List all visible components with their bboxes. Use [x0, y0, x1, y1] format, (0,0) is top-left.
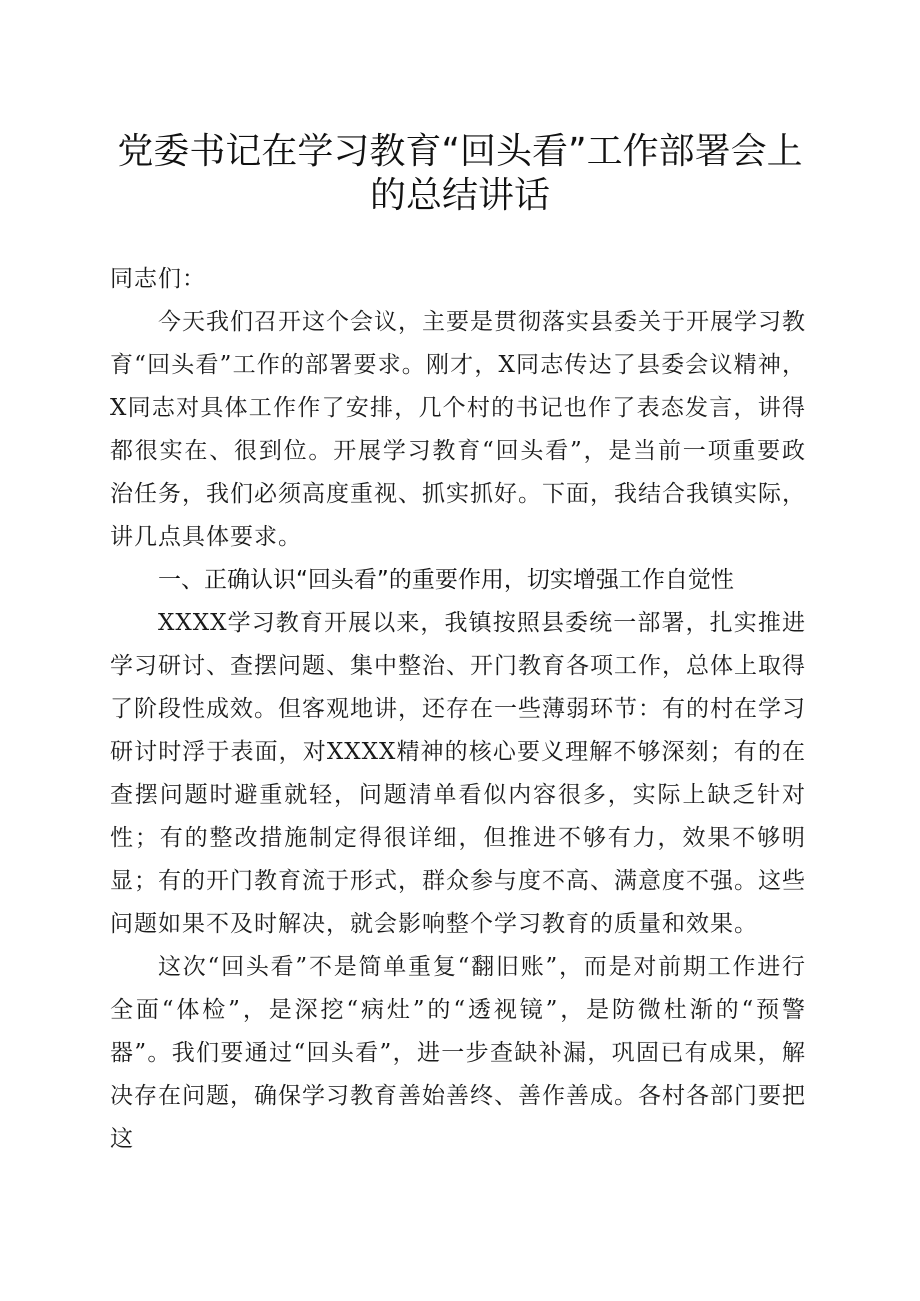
section-1-paragraph-2: 这次“回头看”不是简单重复“翻旧账”，而是对前期工作进行全面“体检”，是深挖“病灶”的“透视镜”，是防微杜渐的“预警器”。我们要通过“回头看”，进一步查缺补漏，巩固已有成果，解决存在问题，确保学习教育善始善终、善作善成。各村各部门要把这	[110, 954, 806, 1152]
section-1-paragraph-1: XXXX学习教育开展以来，我镇按照县委统一部署，扎实推进学习研讨、查摆问题、集中整治、开门教育各项工作，总体上取得了阶段性成效。但客观地讲，还存在一些薄弱环节：有的村在学习研讨时浮于表面，对XXXX精神的核心要义理解不够深刻；有的在查摆问题时避重就轻，问题清单看似内容很多，实际上缺乏针对性；有的整改措施制定得很详细，但推进不够有力，效果不够明显；有的开门教育流于形式，群众参与度不高、满意度不强。这些问题如果不及时解决，就会影响整个学习教育的质量和效果。	[110, 610, 806, 937]
intro-paragraph: 今天我们召开这个会议，主要是贯彻落实县委关于开展学习教育“回头看”工作的部署要求。刚才，X同志传达了县委会议精神，X同志对具体工作作了安排，几个村的书记也作了表态发言，讲得都很实在、很到位。开展学习教育“回头看”，是当前一项重要政治任务，我们必须高度重视、抓实抓好。下面，我结合我镇实际，讲几点具体要求。	[110, 309, 806, 550]
document-body	[110, 258, 806, 1161]
document-title: 党委书记在学习教育“回头看”工作部署会上的总结讲话	[117, 131, 803, 216]
section-heading-1: 一、正确认识“回头看”的重要作用，切实增强工作自觉性	[158, 567, 734, 593]
salutation: 同志们：	[110, 266, 206, 292]
